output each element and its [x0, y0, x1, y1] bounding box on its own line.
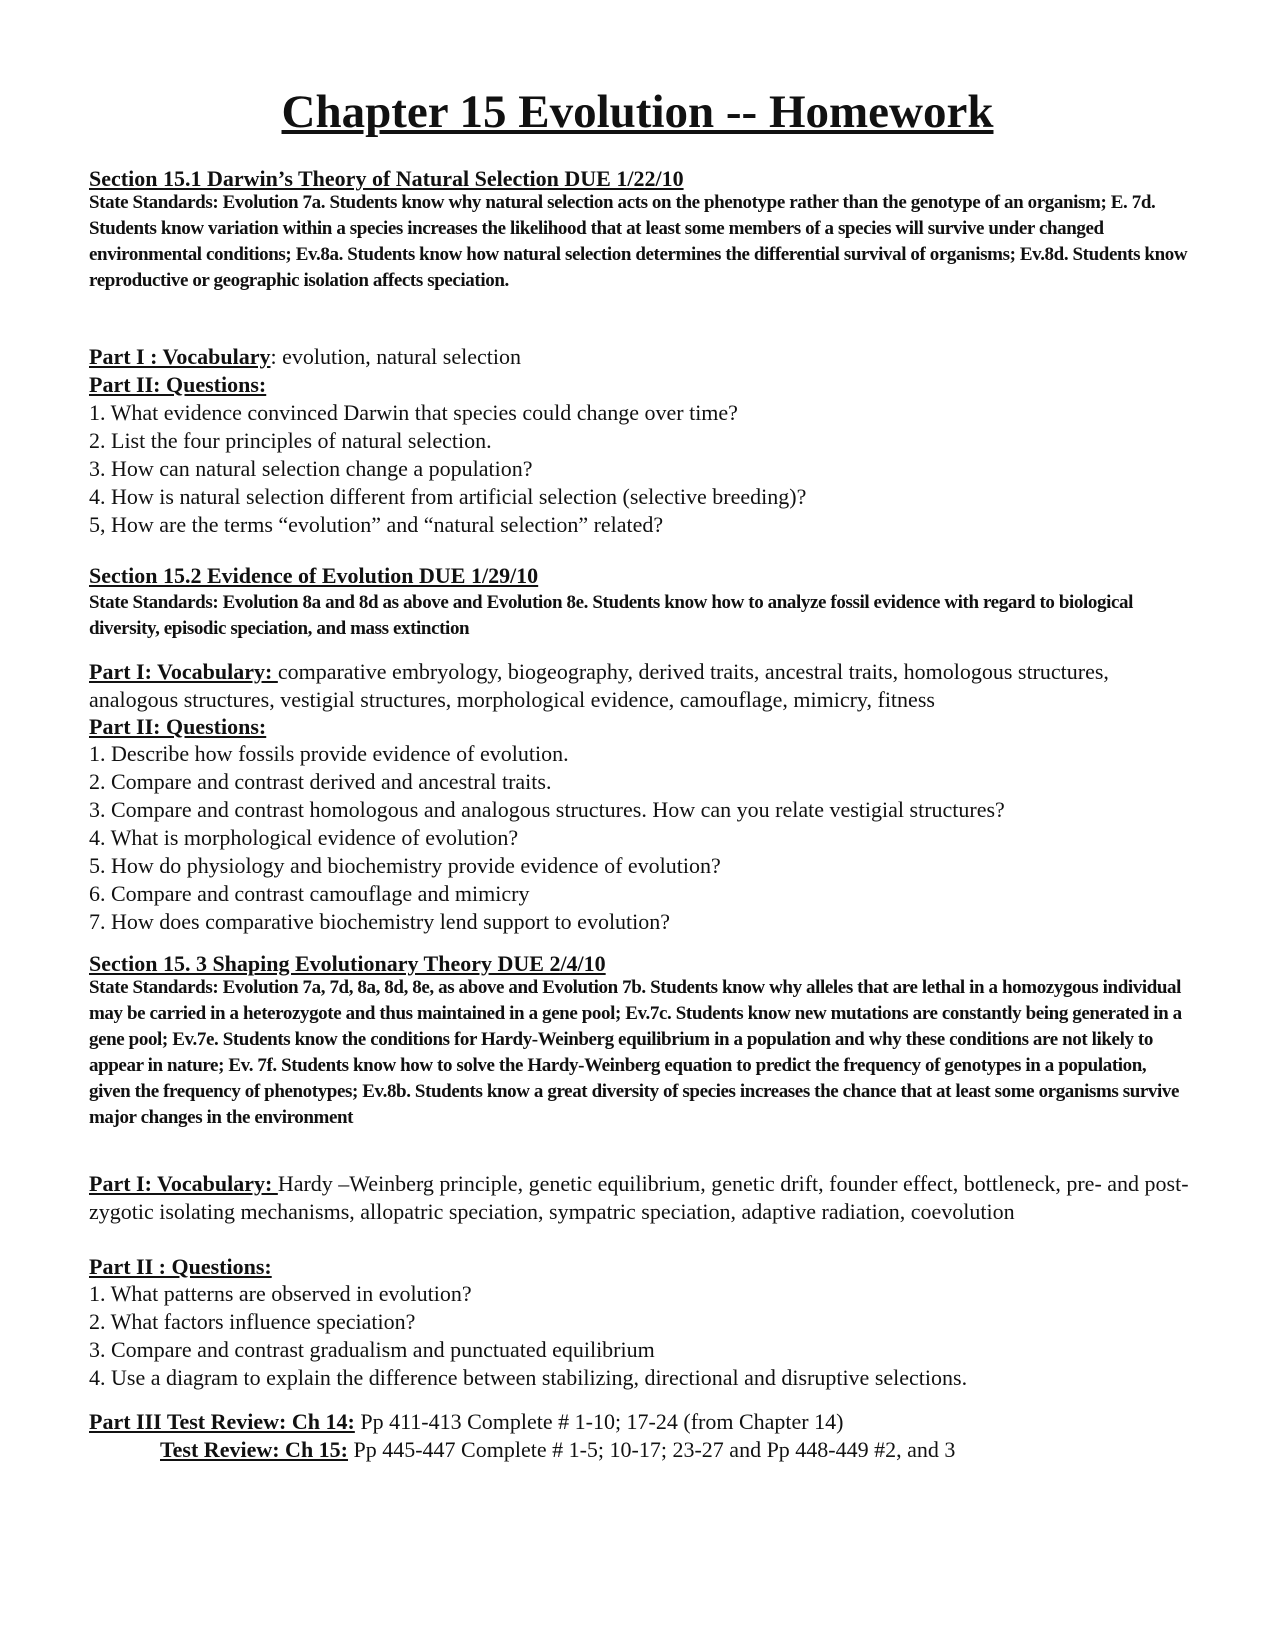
question-item: 4. How is natural selection different from artificial selection (selective breeding)?: [89, 484, 807, 509]
questions-label: Part II: Questions:: [89, 714, 267, 739]
questions-label: Part II : Questions:: [89, 1254, 272, 1279]
question-item: 4. Use a diagram to explain the difference between stabilizing, directional and disruptive selections.: [89, 1365, 968, 1390]
vocabulary-paragraph: [89, 658, 1189, 714]
question-item: 2. List the four principles of natural selection.: [89, 428, 492, 453]
state-standards: State Standards: Evolution 7a, 7d, 8a, 8d, 8e, as above and Evolution 7b. Students know why alleles that are lethal in a homozygous individual may be carried in a heterozygote and thus maintained in a gene pool; Ev.7c. Students know new mutations are constantly being generated in a gene pool; Ev.7e. Students know the conditions for Hardy-Weinberg equilibrium in a population and why these conditions are not likely to appear in nature; Ev. 7f. Students know how to solve the Hardy-Weinberg equation to predict the frequency of genotypes in a population, given the frequency of phenotypes; Ev.8b. Students know a great diversity of species increases the chance that at least some organisms survive major changes in the environment: [89, 977, 1182, 1128]
vocabulary-paragraph: [89, 1170, 1189, 1226]
question-item: 3. How can natural selection change a population?: [89, 456, 533, 481]
state-standards: State Standards: Evolution 7a. Students know why natural selection acts on the phenotype rather than the genotype of an organism; E. 7d. Students know variation within a species increases the likelihood that at least some members of a species will survive under changed environmental conditions; Ev.8a. Students know how natural selection determines the differential survival of organisms; Ev.8d. Students know reproductive or geographic isolation affects speciation.: [89, 192, 1188, 291]
questions-list: [89, 399, 1189, 539]
section-heading: Section 15.1 Darwin’s Theory of Natural Selection DUE 1/22/10: [89, 166, 684, 191]
question-item: 4. What is morphological evidence of evolution?: [89, 825, 519, 850]
page-title: Chapter 15 Evolution -- Homework: [281, 86, 994, 138]
section-heading: Section 15. 3 Shaping Evolutionary Theory DUE 2/4/10: [89, 951, 606, 976]
questions-list: [89, 1280, 1189, 1392]
question-item: 2. Compare and contrast derived and ancestral traits.: [89, 769, 552, 794]
question-item: 1. Describe how fossils provide evidence of evolution.: [89, 741, 569, 766]
review-label: Test Review: Ch 15:: [160, 1437, 348, 1462]
question-item: 3. Compare and contrast gradualism and punctuated equilibrium: [89, 1337, 655, 1362]
vocabulary-label: Part I: Vocabulary:: [89, 1171, 278, 1196]
vocabulary-text: Hardy –Weinberg principle, genetic equilibrium, genetic drift, founder effect, bottleneck, pre- and post- zygotic isolating mechanisms, allopatric speciation, sympatric speciation, adaptive radiation, coevolution: [89, 1171, 1189, 1224]
vocabulary-text: : evolution, natural selection: [270, 344, 521, 369]
review-text: Pp 411-413 Complete # 1-10; 17-24 (from Chapter 14): [354, 1409, 844, 1434]
question-item: 5, How are the terms “evolution” and “natural selection” related?: [89, 512, 664, 537]
vocabulary-paragraph: [89, 343, 1189, 371]
question-item: 1. What patterns are observed in evolution?: [89, 1281, 472, 1306]
review-label: Part III Test Review: Ch 14:: [89, 1409, 355, 1434]
question-item: 6. Compare and contrast camouflage and mimicry: [89, 881, 530, 906]
question-item: 1. What evidence convinced Darwin that species could change over time?: [89, 400, 738, 425]
vocabulary-label: Part I : Vocabulary: [89, 344, 271, 369]
question-item: 7. How does comparative biochemistry lend support to evolution?: [89, 909, 671, 934]
vocabulary-label: Part I: Vocabulary:: [89, 659, 278, 684]
vocabulary-text: comparative embryology, biogeography, derived traits, ancestral traits, homologous structures, analogous structures, vestigial structures, morphological evidence, camouflage, mimicry, fitness: [89, 659, 1109, 712]
section-heading: Section 15.2 Evidence of Evolution DUE 1/29/10: [89, 563, 539, 588]
test-review-ch14: [89, 1408, 843, 1436]
questions-label: Part II: Questions:: [89, 372, 267, 397]
state-standards: State Standards: Evolution 8a and 8d as above and Evolution 8e. Students know how to analyze fossil evidence with regard to biological diversity, episodic speciation, and mass extinction: [89, 592, 1133, 639]
questions-list: [89, 740, 1189, 936]
test-review-ch15: [160, 1436, 955, 1464]
review-text: Pp 445-447 Complete # 1-5; 10-17; 23-27 and Pp 448-449 #2, and 3: [348, 1437, 956, 1462]
question-item: 2. What factors influence speciation?: [89, 1309, 416, 1334]
question-item: 3. Compare and contrast homologous and analogous structures. How can you relate vestigial structures?: [89, 797, 1005, 822]
question-item: 5. How do physiology and biochemistry provide evidence of evolution?: [89, 853, 721, 878]
